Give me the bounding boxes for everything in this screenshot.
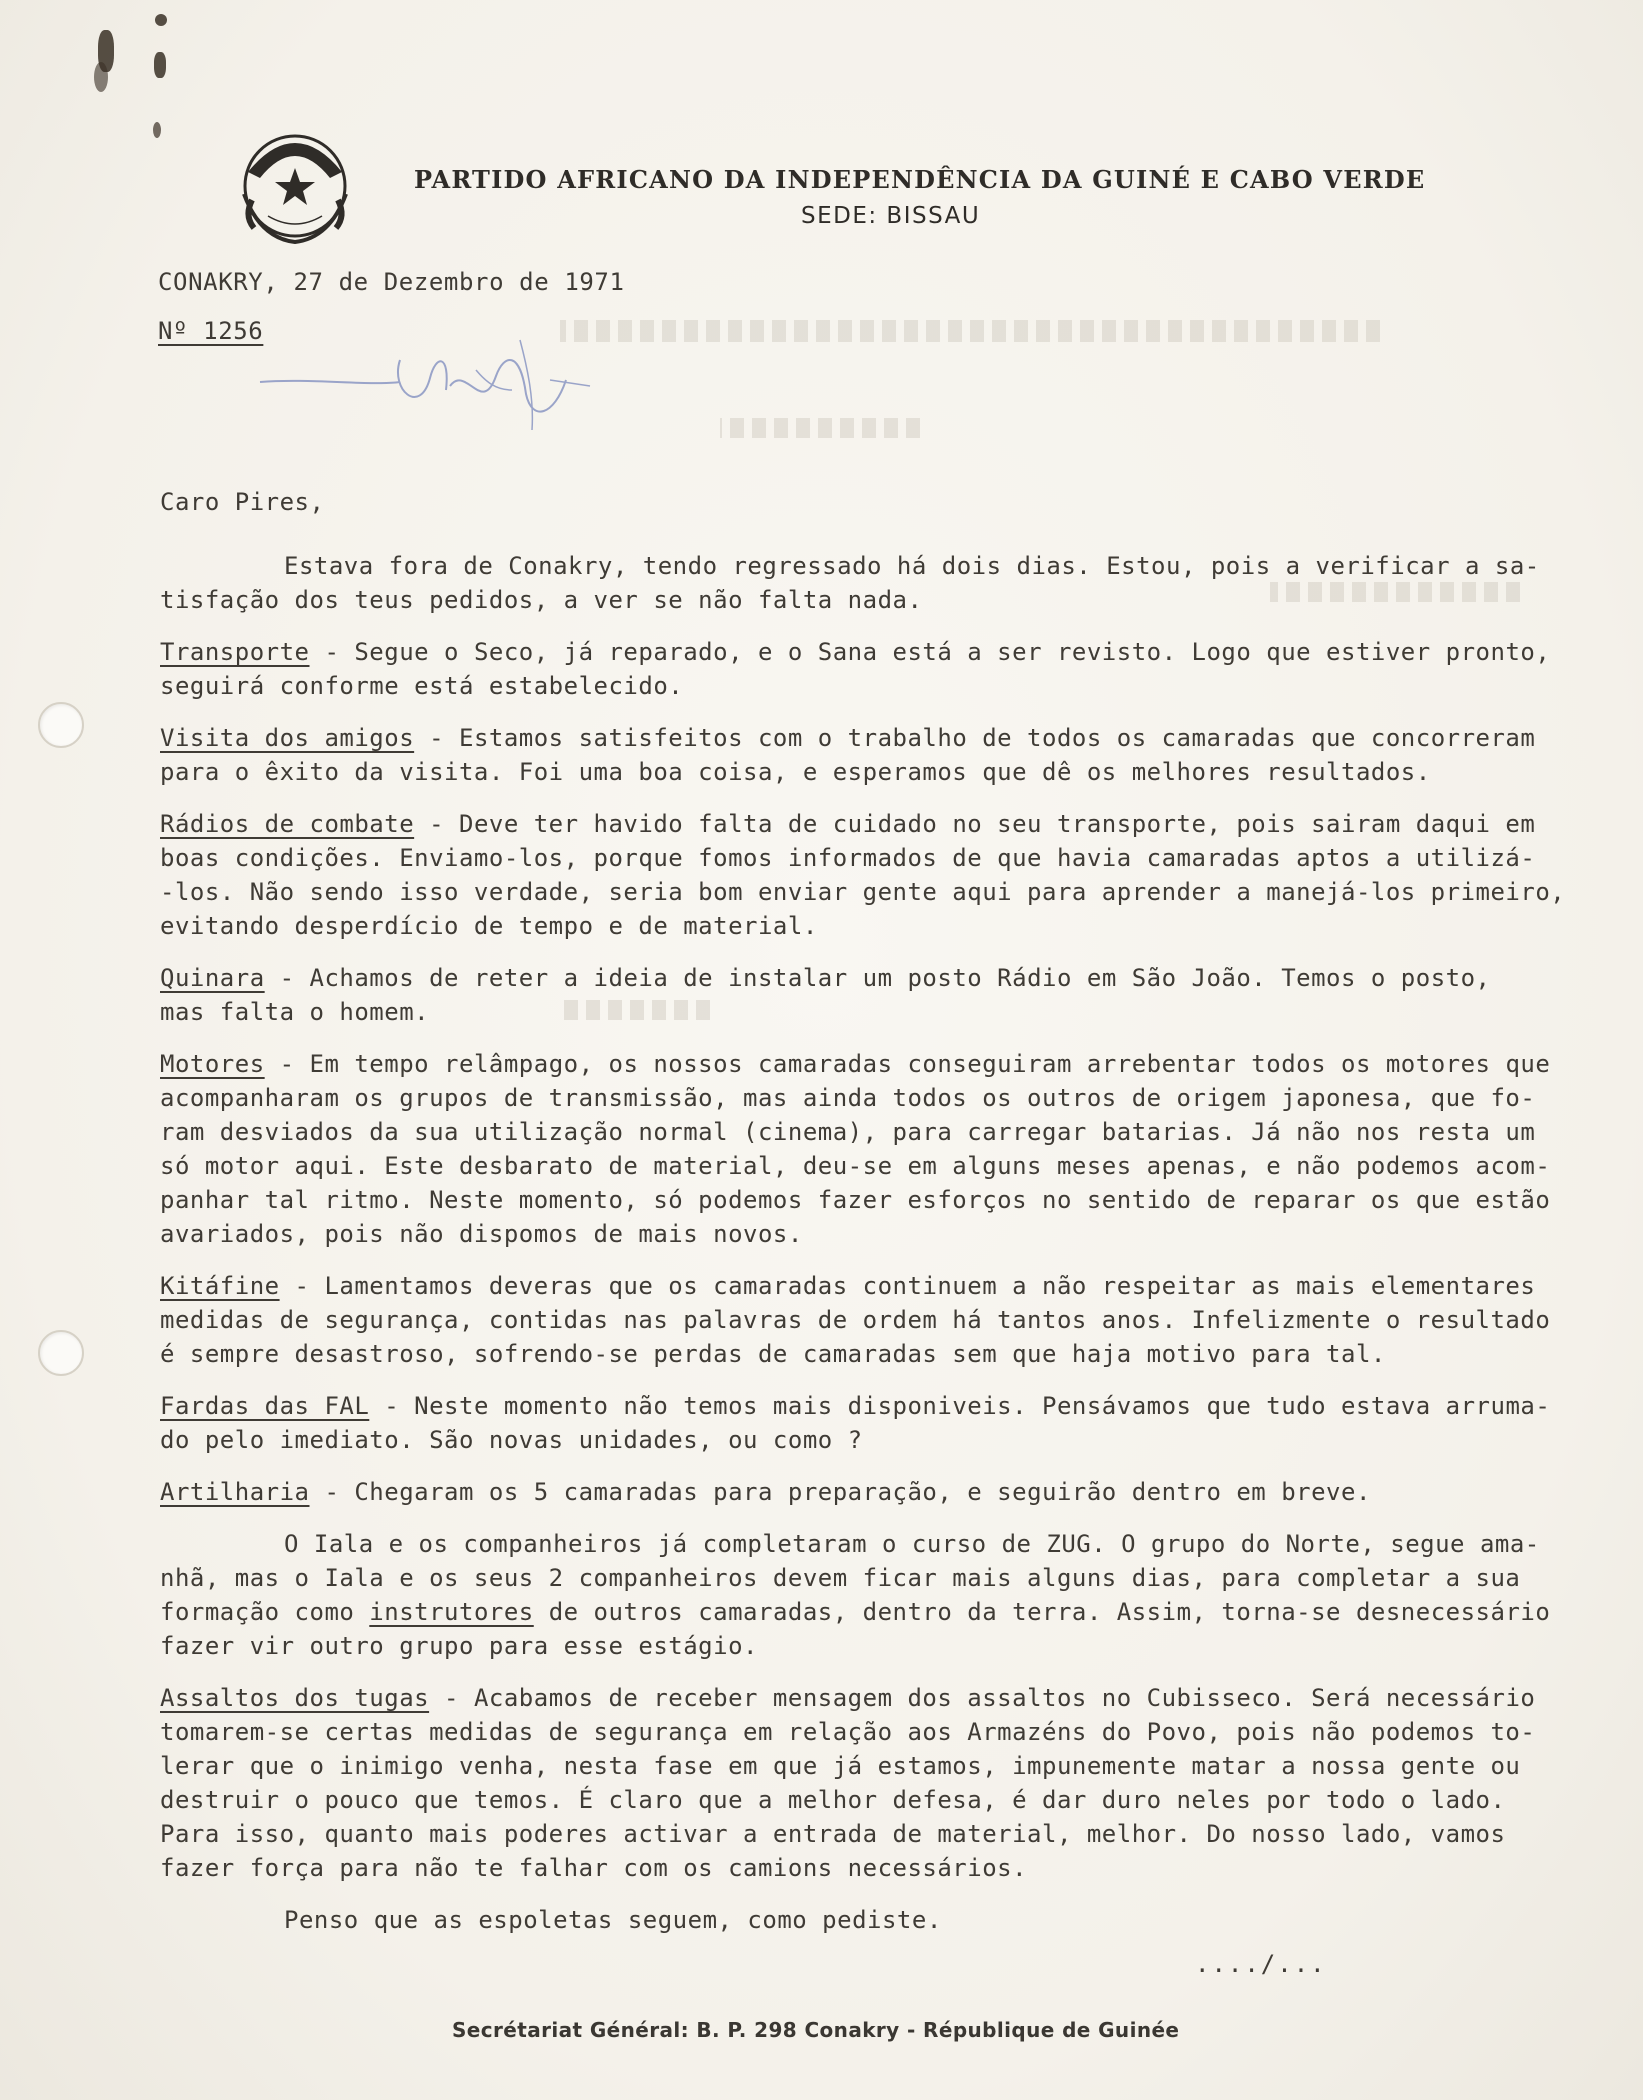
intro-line: Estava fora de Conakry, tendo regressado há dois dias. Estou, pois a verificar a sa- (284, 552, 1540, 580)
section-heading: Motores (160, 1050, 265, 1078)
section-artilharia (160, 1475, 1630, 1509)
section-line: - Segue o Seco, já reparado, e o Sana está a ser revisto. Logo que estiver pronto, (309, 638, 1551, 666)
section-heading: Rádios de combate (160, 810, 415, 838)
section-line: boas condições. Enviamo-los, porque fomos informados de que havia camaradas aptos a utilizá- (160, 844, 1536, 872)
zug-line: nhã, mas o Iala e os seus 2 companheiros devem ficar mais alguns dias, para completar a sua (160, 1564, 1521, 1592)
section-quinara (160, 961, 1630, 995)
zug-line: O Iala e os companheiros já completaram o curso de ZUG. O grupo do Norte, segue ama- (284, 1530, 1540, 1558)
ink-stain (94, 62, 108, 92)
section-visita (160, 721, 1630, 755)
ink-stain (154, 52, 166, 78)
section-line: acompanharam os grupos de transmissão, mas ainda todos os outros de origem japonesa, que fo- (160, 1084, 1536, 1112)
section-heading: Fardas das FAL (160, 1392, 370, 1420)
section-line: medidas de segurança, contidas nas palavras de ordem há tantos anos. Infelizmente o resultado (160, 1306, 1551, 1334)
footer-address: Secrétariat Général: B. P. 298 Conakry - République de Guinée (452, 2018, 1180, 2042)
section-line: fazer força para não te falhar com os camions necessários. (160, 1854, 1028, 1882)
section-heading: Visita dos amigos (160, 724, 415, 752)
zug-text: de outros camaradas, dentro da terra. Assim, torna-se desnecessário (533, 1598, 1551, 1626)
zug-text: formação como (160, 1598, 370, 1626)
section-line: Para isso, quanto mais poderes activar a entrada de material, melhor. Do nosso lado, vamos (160, 1820, 1506, 1848)
section-line: avariados, pois não dispomos de mais novos. (160, 1220, 803, 1248)
section-motores (160, 1047, 1630, 1081)
section-fardas (160, 1389, 1630, 1423)
section-line: mas falta o homem. (160, 998, 430, 1026)
punch-hole (38, 1330, 84, 1376)
ink-stain (153, 122, 161, 138)
paigc-logo (230, 120, 360, 255)
section-line: - Chegaram os 5 camaradas para preparação, e seguirão dentro em breve. (309, 1478, 1371, 1506)
letter-number: Nº 1256 (158, 317, 264, 345)
bleed-through-mark (560, 320, 1380, 342)
section-line: ram desviados da sua utilização normal (cinema), para carregar batarias. Já não nos resta um (160, 1118, 1536, 1146)
section-line: -los. Não sendo isso verdade, seria bom enviar gente aqui para aprender a manejá-los primeiro, (160, 878, 1566, 906)
section-line: para o êxito da visita. Foi uma boa coisa, e esperamos que dê os melhores resultados. (160, 758, 1431, 786)
section-line: tomarem-se certas medidas de segurança em relação aos Armazéns do Povo, pois não podemos to- (160, 1718, 1536, 1746)
section-transporte (160, 635, 1630, 669)
section-line: seguirá conforme está estabelecido. (160, 672, 684, 700)
closing-line: Penso que as espoletas seguem, como pediste. (284, 1906, 942, 1934)
section-line: destruir o pouco que temos. É claro que a melhor defesa, é dar duro neles por todo o lado. (160, 1786, 1506, 1814)
letter-body (160, 485, 1630, 1937)
salutation: Caro Pires, (160, 488, 325, 516)
ink-stain (155, 14, 167, 26)
intro-line: tisfação dos teus pedidos, a ver se não falta nada. (160, 586, 923, 614)
section-line: é sempre desastroso, sofrendo-se perdas de camaradas sem que haja motivo para tal. (160, 1340, 1386, 1368)
continued-marker: ..../... (1195, 1950, 1327, 1978)
punch-hole (38, 702, 84, 748)
section-heading: Transporte (160, 638, 310, 666)
section-assaltos (160, 1681, 1630, 1715)
section-line: - Neste momento não temos mais disponiveis. Pensávamos que tudo estava arruma- (369, 1392, 1551, 1420)
section-line: evitando desperdício de tempo e de material. (160, 912, 818, 940)
section-line: panhar tal ritmo. Neste momento, só podemos fazer esforços no sentido de reparar os que estão (160, 1186, 1551, 1214)
handwritten-signature (250, 320, 610, 440)
section-line: só motor aqui. Este desbarato de material, deu-se em alguns meses apenas, e não podemos acom- (160, 1152, 1551, 1180)
organization-seat: SEDE: BISSAU (801, 203, 981, 229)
bleed-through-mark (720, 418, 920, 438)
section-line: - Deve ter havido falta de cuidado no seu transporte, pois sairam daqui em (414, 810, 1536, 838)
letter-date: CONAKRY, 27 de Dezembro de 1971 (158, 268, 625, 296)
zug-line (160, 1595, 1630, 1629)
section-radios (160, 807, 1630, 841)
zug-underlined: instrutores (369, 1598, 534, 1626)
section-line: - Achamos de reter a ideia de instalar um posto Rádio em São João. Temos o posto, (264, 964, 1491, 992)
section-line: - Acabamos de receber mensagem dos assaltos no Cubisseco. Será necessário (429, 1684, 1536, 1712)
section-heading: Assaltos dos tugas (160, 1684, 430, 1712)
section-line: - Em tempo relâmpago, os nossos camaradas conseguiram arrebentar todos os motores que (264, 1050, 1551, 1078)
section-line: do pelo imediato. São novas unidades, ou como ? (160, 1426, 863, 1454)
organization-name: PARTIDO AFRICANO DA INDEPENDÊNCIA DA GUINÉ E CABO VERDE (414, 165, 1426, 194)
section-line: - Estamos satisfeitos com o trabalho de todos os camaradas que concorreram (414, 724, 1536, 752)
zug-line: fazer vir outro grupo para esse estágio. (160, 1632, 758, 1660)
section-line: - Lamentamos deveras que os camaradas continuem a não respeitar as mais elementares (279, 1272, 1536, 1300)
section-heading: Kitáfine (160, 1272, 280, 1300)
section-heading: Artilharia (160, 1478, 310, 1506)
section-kitafine (160, 1269, 1630, 1303)
section-line: lerar que o inimigo venha, nesta fase em que já estamos, impunemente matar a nossa gente ou (160, 1752, 1521, 1780)
section-heading: Quinara (160, 964, 265, 992)
